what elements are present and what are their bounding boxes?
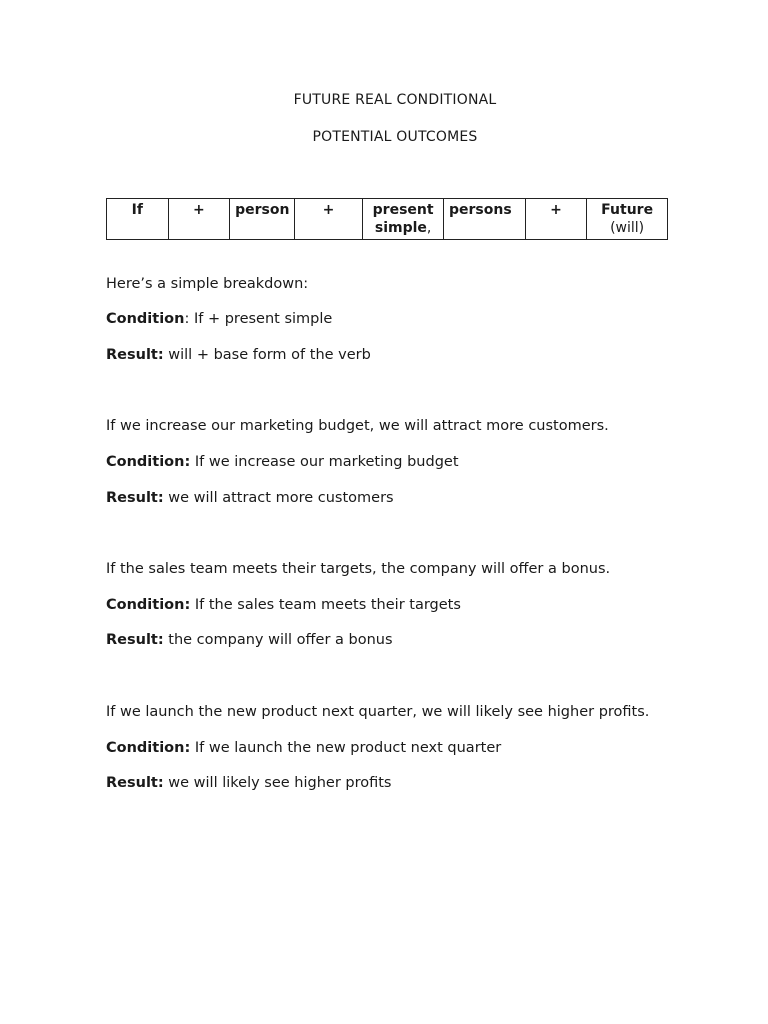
condition-text: If + present simple	[189, 311, 333, 327]
example-sentence: If we launch the new product next quarter, we will likely see higher profits.	[106, 704, 650, 720]
condition-text: If the sales team meets their targets	[190, 597, 461, 613]
table-cell-plus: +	[525, 199, 587, 240]
table-cell-line	[366, 219, 440, 237]
example-condition	[106, 597, 461, 613]
condition-colon: :	[184, 311, 190, 327]
example-sentence: If the sales team meets their targets, the company will offer a bonus.	[106, 561, 611, 577]
formula-table	[106, 198, 668, 240]
condition-text: If we increase our marketing budget	[190, 454, 459, 470]
condition-label: Condition	[106, 311, 185, 327]
table-cell-comma: ,	[426, 220, 432, 236]
table-cell-if: If	[107, 199, 169, 240]
result-label: Result:	[106, 775, 164, 791]
table-cell-person: person	[230, 199, 295, 240]
table-cell-plus: +	[168, 199, 230, 240]
example-result	[106, 775, 392, 791]
general-result	[106, 347, 371, 363]
result-text: we will attract more customers	[163, 490, 394, 506]
condition-label: Condition:	[106, 454, 191, 470]
document-title: FUTURE REAL CONDITIONAL	[293, 92, 497, 108]
condition-label: Condition:	[106, 597, 191, 613]
table-cell-present-simple	[363, 199, 444, 240]
example-condition	[106, 454, 459, 470]
example-condition	[106, 740, 501, 756]
example-result	[106, 632, 393, 648]
condition-text: If we launch the new product next quarter	[190, 740, 502, 756]
result-text: the company will offer a bonus	[163, 632, 393, 648]
result-text: will + base form of the verb	[163, 347, 371, 363]
document-subtitle: POTENTIAL OUTCOMES	[312, 129, 478, 145]
table-cell-plus: +	[294, 199, 363, 240]
result-label: Result:	[106, 347, 164, 363]
general-condition	[106, 311, 332, 327]
table-row	[107, 199, 668, 240]
result-text: we will likely see higher profits	[163, 775, 392, 791]
example-sentence: If we increase our marketing budget, we will attract more customers.	[106, 418, 609, 434]
table-cell-line: Future	[601, 202, 654, 218]
intro-text: Here’s a simple breakdown:	[106, 276, 309, 292]
table-cell-line: (will)	[610, 220, 645, 236]
table-cell-persons: persons	[443, 199, 525, 240]
result-label: Result:	[106, 632, 164, 648]
table-cell-line: present	[372, 202, 434, 218]
table-cell-future	[587, 199, 668, 240]
example-result	[106, 490, 394, 506]
condition-label: Condition:	[106, 740, 191, 756]
table-cell-line-text: simple	[374, 220, 427, 236]
result-label: Result:	[106, 490, 164, 506]
